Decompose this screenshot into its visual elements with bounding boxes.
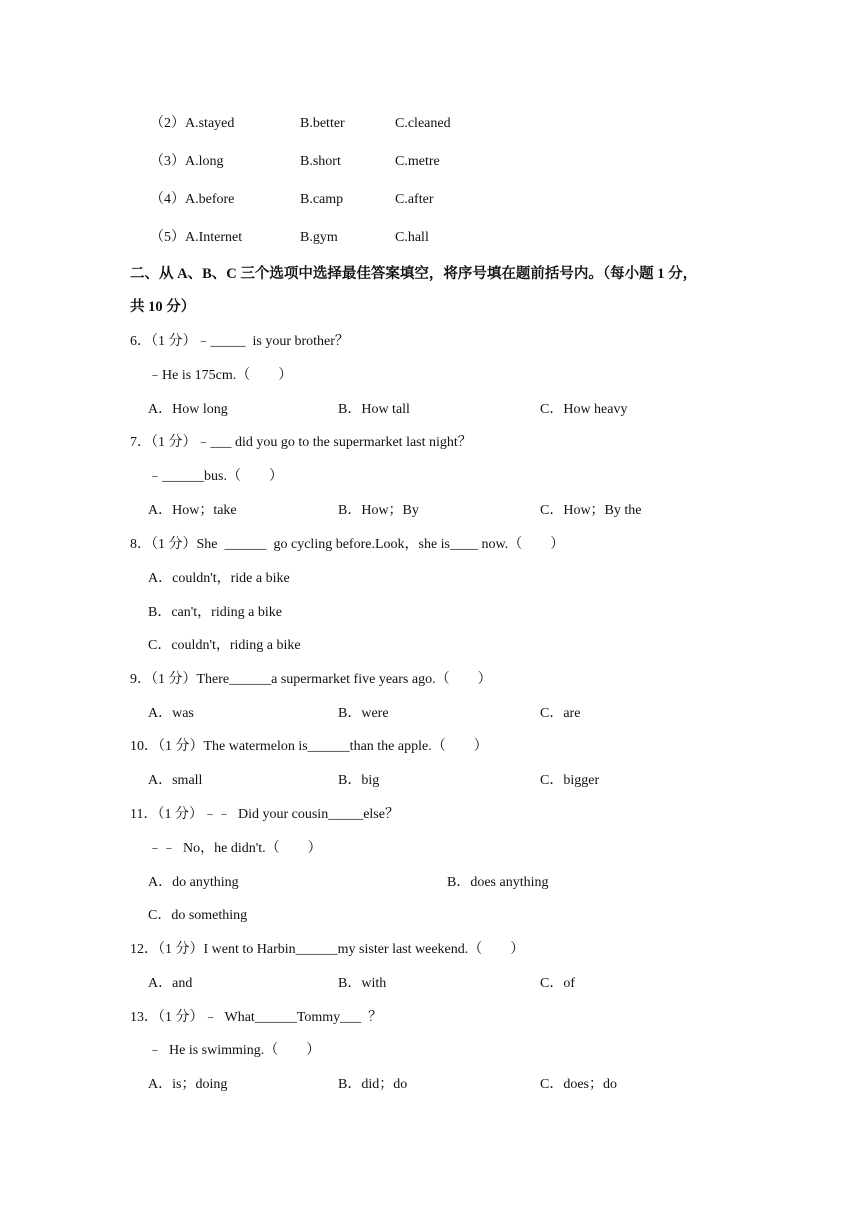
choice-a: A．do anything bbox=[148, 875, 239, 890]
choice-b: B．can't，riding a bike bbox=[148, 605, 282, 620]
choice-a: A．How long bbox=[148, 402, 228, 417]
section-heading-cont: 共 10 分） bbox=[130, 299, 196, 315]
choice-b: B．How；By bbox=[338, 503, 419, 518]
question-stem: 11．（1 分）﹣﹣ Did your cousin_____else？ bbox=[130, 807, 399, 822]
section-heading: 二、从 A、B、C 三个选项中选择最佳答案填空，将序号填在题前括号内。（每小题 1 分， bbox=[130, 266, 698, 282]
choice-c: C．do something bbox=[148, 908, 248, 923]
choice-c: C．couldn't，riding a bike bbox=[148, 638, 301, 653]
question-subline: ﹣He is 175cm.（ ） bbox=[148, 368, 293, 383]
question-stem: 10．（1 分）The watermelon is______than the apple.（ ） bbox=[130, 739, 488, 754]
choice-a: A．and bbox=[148, 976, 193, 991]
question-subline: ﹣______bus.（ ） bbox=[148, 469, 283, 484]
option-c: C.hall bbox=[395, 230, 429, 245]
choice-c: C．are bbox=[540, 706, 581, 721]
choice-c: C．bigger bbox=[540, 773, 600, 788]
option-c: C.metre bbox=[395, 154, 440, 169]
choice-a: A．is；doing bbox=[148, 1077, 228, 1092]
choice-b: B．How tall bbox=[338, 402, 410, 417]
option-a: （3）A.long bbox=[150, 154, 224, 169]
choice-b: B．were bbox=[338, 706, 389, 721]
option-a: （2）A.stayed bbox=[150, 116, 235, 131]
choice-b: B．with bbox=[338, 976, 387, 991]
choice-c: C．does；do bbox=[540, 1077, 617, 1092]
choice-a: A．small bbox=[148, 773, 203, 788]
question-stem: 13．（1 分）﹣ What______Tommy___ ？ bbox=[130, 1010, 383, 1025]
option-b: B.short bbox=[300, 154, 341, 169]
option-a: （4）A.before bbox=[150, 192, 235, 207]
choice-a: A．was bbox=[148, 706, 194, 721]
question-stem: 6．（1 分）﹣_____ is your brother？ bbox=[130, 334, 349, 349]
question-stem: 12．（1 分）I went to Harbin______my sister last weekend.（ ） bbox=[130, 942, 525, 957]
option-b: B.better bbox=[300, 116, 345, 131]
question-stem: 9．（1 分）There______a supermarket five years ago.（ ） bbox=[130, 672, 492, 687]
option-a: （5）A.Internet bbox=[150, 230, 243, 245]
choice-c: C．of bbox=[540, 976, 575, 991]
option-b: B.camp bbox=[300, 192, 344, 207]
question-stem: 8．（1 分）She ______ go cycling before.Look，she is____ now.（ ） bbox=[130, 537, 565, 552]
choice-c: C．How；By the bbox=[540, 503, 642, 518]
choice-b: B．big bbox=[338, 773, 380, 788]
choice-a: A．How；take bbox=[148, 503, 237, 518]
choice-a: A．couldn't，ride a bike bbox=[148, 571, 290, 586]
choice-b: B．does anything bbox=[447, 875, 549, 890]
question-stem: 7．（1 分）﹣___ did you go to the supermarket last night？ bbox=[130, 435, 472, 450]
option-c: C.after bbox=[395, 192, 434, 207]
option-c: C.cleaned bbox=[395, 116, 451, 131]
question-subline: ﹣ He is swimming.（ ） bbox=[148, 1043, 321, 1058]
option-b: B.gym bbox=[300, 230, 338, 245]
choice-c: C．How heavy bbox=[540, 402, 628, 417]
choice-b: B．did；do bbox=[338, 1077, 408, 1092]
question-subline: ﹣﹣ No，he didn't.（ ） bbox=[148, 841, 322, 856]
